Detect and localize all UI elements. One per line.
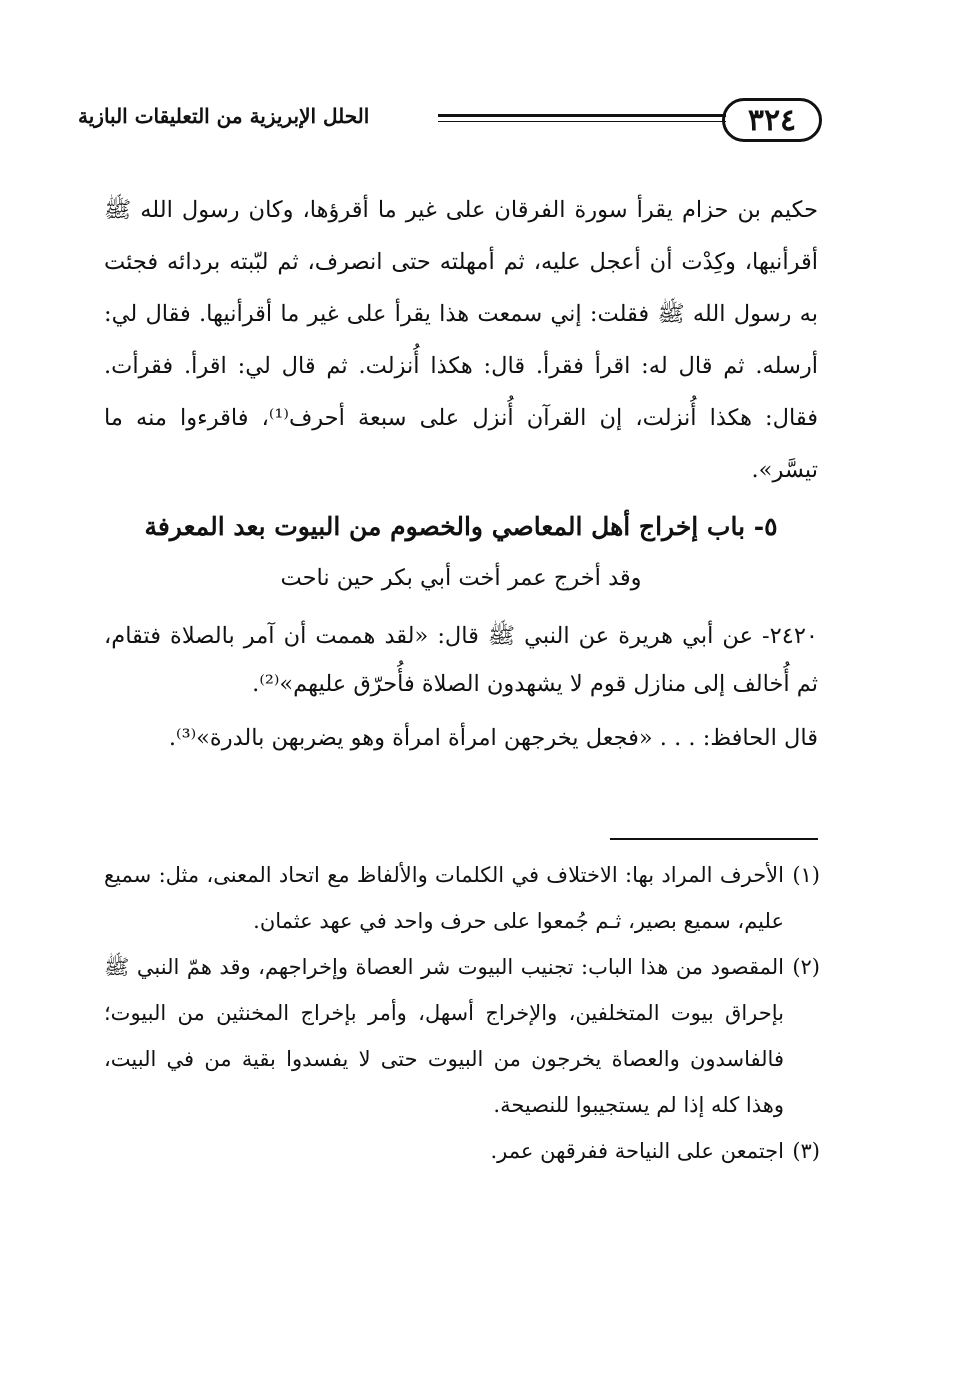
hafiz-commentary: قال الحافظ: . . . «فجعل يخرجهن امرأة امرأة وهو يضربهن بالدرة»⁽³⁾. xyxy=(168,725,818,751)
main-paragraph: حكيم بن حزام يقرأ سورة الفرقان على غير ما أقرؤها، وكان رسول الله ﷺ أقرأنيها، وكِدْت أن أعجل عليه، ثم أمهلته حتى انصرف، ثم لبّبته بردائه فجئت به رسول الله ﷺ فقلت: إني سمعت هذا يقرأ على غير ما أقرأنيها. فقال لي: أرسله. ثم قال له: اقرأ فقرأ. قال: هكذا أُنزلت. ثم قال لي: اقرأ. فقرأت. فقال: هكذا أُنزلت، إن القرآن أُنزل على سبعة أحرف⁽¹⁾، فاقرءوا منه ما تيسَّر». xyxy=(104,197,818,483)
page-number: ٣٢٤ xyxy=(722,98,822,142)
book-title: الحلل الإبريزية من التعليقات البازية xyxy=(78,104,370,128)
footnote-number: (٣) xyxy=(792,1139,820,1163)
hadith-text: ٢٤٢٠- عن أبي هريرة عن النبي ﷺ قال: «لقد هممت أن آمر بالصلاة فتقام، ثم أُخالف إلى منازل قوم لا يشهدون الصلاة فأُحرّق عليهم»⁽²⁾. xyxy=(104,623,818,697)
footnote-text: الأحرف المراد بها: الاختلاف في الكلمات والألفاظ مع اتحاد المعنى، مثل: سميع عليم، سميع بصير، ثـم جُمعوا على حرف واحد في عهد عثمان. xyxy=(104,863,784,933)
footnote-1 xyxy=(104,852,820,944)
footnote-text: المقصود من هذا الباب: تجنيب البيوت شر العصاة وإخراجهم، وقد همّ النبي ﷺ بإحراق بيوت المتخلفين، والإخراج أسهل، وأمر بإخراج المخنثين من البيوت؛ فالفاسدون والعصاة يخرجون من البيوت حتى لا يفسدوا بقية من في البيت، وهذا كله إذا لم يستجيبوا للنصيحة. xyxy=(104,955,784,1117)
footnote-number: (٢) xyxy=(792,955,820,979)
section-subheading: وقد أخرج عمر أخت أبي بكر حين ناحت xyxy=(280,565,642,591)
section-heading: ٥- باب إخراج أهل المعاصي والخصوم من البيوت بعد المعرفة xyxy=(144,512,778,541)
footnote-3 xyxy=(104,1128,820,1174)
main-text xyxy=(104,184,818,496)
footnote-divider xyxy=(610,838,818,840)
footnote-text: اجتمعن على النياحة ففرقهن عمر. xyxy=(490,1139,784,1163)
footnotes xyxy=(104,852,820,1174)
footnote-number: (١) xyxy=(792,863,820,887)
footnote-2 xyxy=(104,944,820,1128)
header-rule xyxy=(438,114,726,122)
hadith-2420 xyxy=(104,612,818,708)
page-header xyxy=(78,98,822,160)
